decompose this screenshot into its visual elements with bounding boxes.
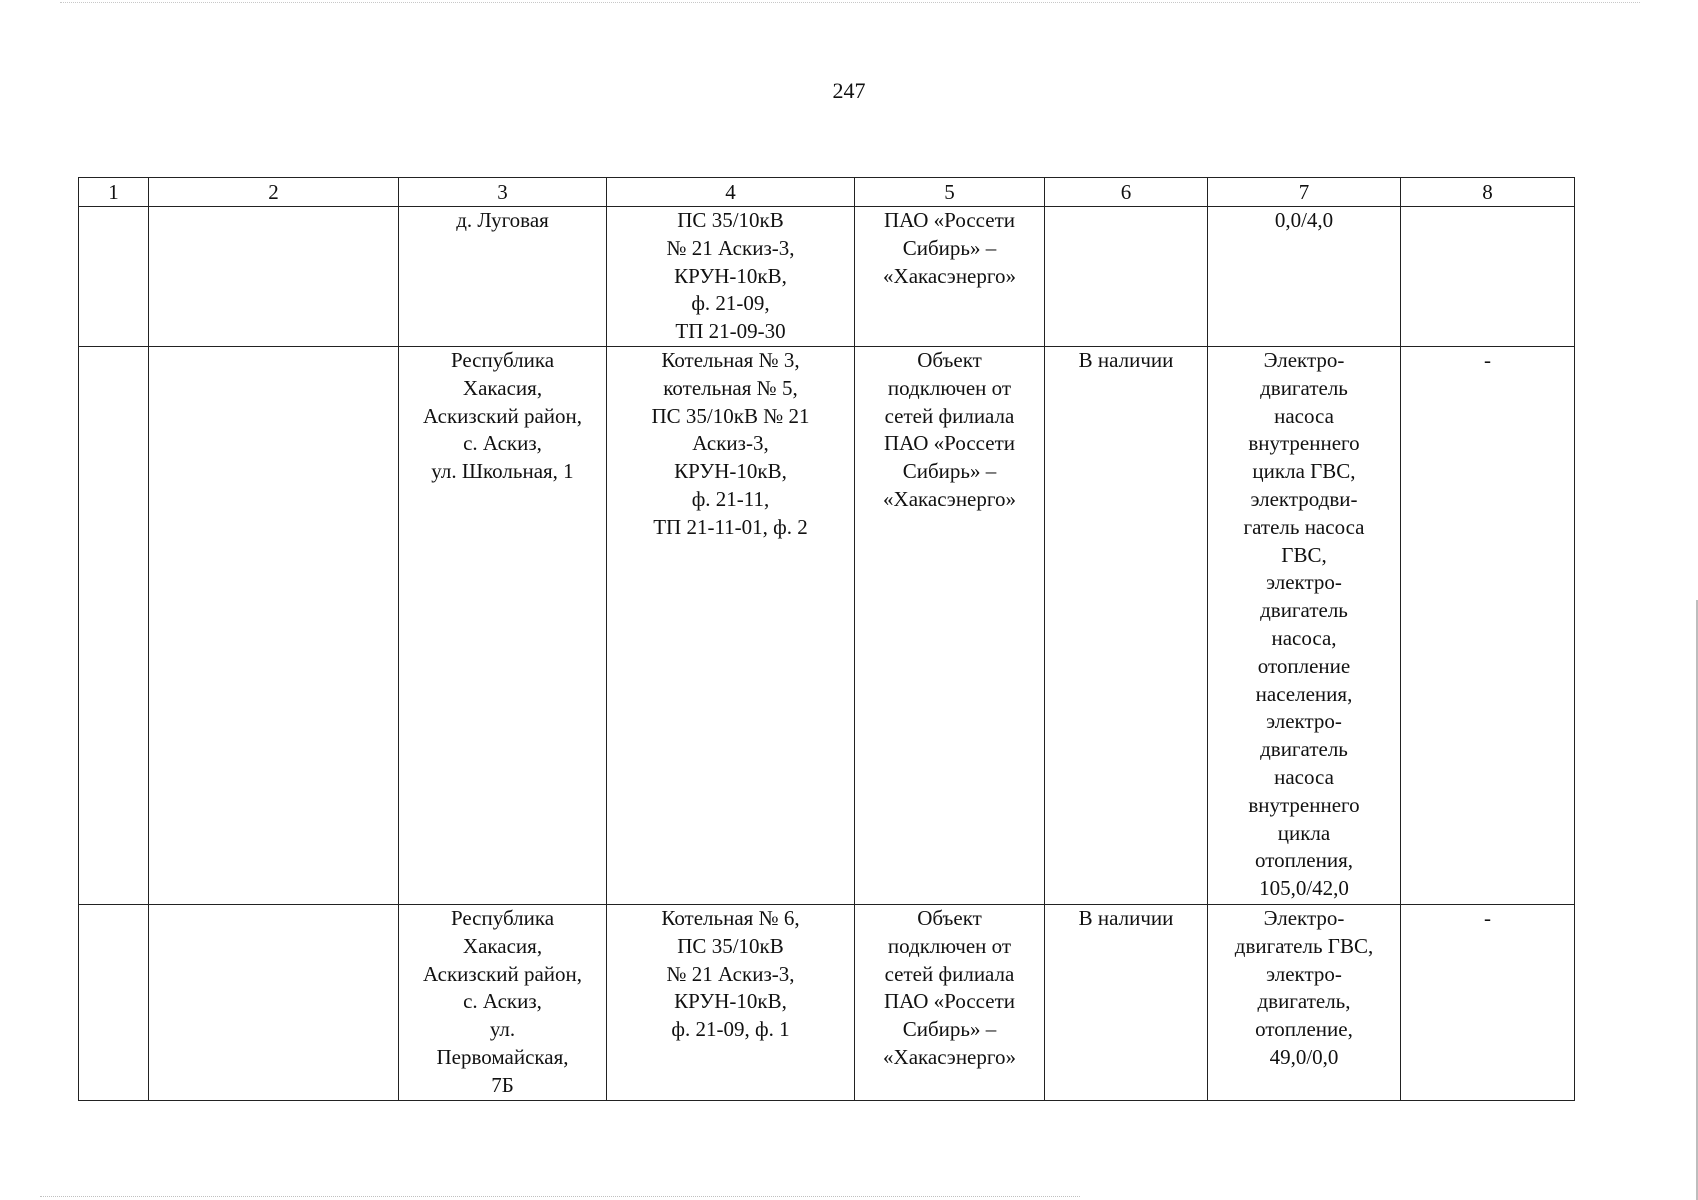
scan-noise-bottom [40, 1196, 1080, 1198]
cell-col-2 [149, 905, 399, 1101]
cell-text-line: цикла ГВС, [1252, 459, 1356, 484]
cell-text-line: Аскизский район, [423, 403, 582, 428]
cell-connection-point [607, 347, 855, 905]
cell-text-line: ПС 35/10кВ [677, 933, 784, 958]
cell-col-2 [149, 207, 399, 347]
cell-col-1 [79, 207, 149, 347]
cell-text-line: ПС 35/10кВ [677, 208, 784, 232]
cell-text-line: ТП 21-11-01, ф. 2 [653, 514, 808, 539]
cell-connection-point [607, 207, 855, 347]
cell-col-8 [1401, 347, 1575, 905]
cell-text-line: отопления, [1254, 848, 1354, 873]
document-table-wrapper [78, 177, 1574, 1101]
cell-col-2 [149, 347, 399, 905]
cell-text-line: подключен от [887, 375, 1012, 400]
cell-text-line: Хакасия, [462, 375, 543, 400]
cell-text-line: ул. [489, 1017, 516, 1042]
cell-col-1 [79, 347, 149, 905]
table-body [79, 207, 1575, 1101]
cell-text-line: с. Аскиз, [463, 431, 542, 456]
cell-text-line: Сибирь» – [902, 235, 997, 260]
cell-text-line: Первомайская, [436, 1044, 569, 1069]
cell-text-line: ф. 21-11, [691, 486, 770, 511]
cell-text-line: «Хакасэнерго» [883, 1044, 1016, 1069]
table-row [79, 207, 1575, 347]
cell-col-1 [79, 905, 149, 1101]
cell-load-description [1208, 207, 1401, 347]
cell-text-line: Республика [450, 348, 555, 372]
cell-text-line: насоса, [1271, 625, 1337, 650]
cell-text-line: внутреннего [1248, 431, 1360, 456]
column-header-3: 3 [399, 178, 607, 207]
cell-text-line: Сибирь» – [902, 1017, 997, 1042]
cell-text-line: Электро- [1263, 348, 1345, 372]
cell-load-description [1208, 347, 1401, 905]
cell-text-line: ПАО «Россети [883, 989, 1015, 1014]
cell-text-line: Объект [917, 906, 982, 930]
cell-text-line: - [1484, 906, 1491, 930]
cell-address [399, 207, 607, 347]
cell-text-line: населения, [1255, 681, 1353, 706]
cell-text-line: Котельная № 6, [661, 906, 800, 930]
cell-text-line: двигатель [1260, 598, 1348, 623]
cell-text-line: цикла [1277, 820, 1331, 845]
column-header-5: 5 [855, 178, 1045, 207]
cell-text-line: ГВС, [1281, 542, 1327, 567]
cell-text-line: КРУН-10кВ, [674, 459, 787, 484]
cell-text-line: № 21 Аскиз-3, [666, 961, 795, 986]
cell-text-line: ТП 21-09-30 [675, 319, 786, 344]
table-header-row [79, 178, 1575, 207]
cell-text-line: В наличии [1078, 906, 1174, 930]
page-number: 247 [832, 78, 866, 103]
cell-network-owner [855, 207, 1045, 347]
document-table [78, 177, 1575, 1101]
cell-text-line: 49,0/0,0 [1269, 1044, 1339, 1069]
column-header-4: 4 [607, 178, 855, 207]
cell-text-line: отопление [1257, 653, 1351, 678]
cell-text-line: сетей филиала [884, 403, 1015, 428]
cell-text-line: Сибирь» – [902, 459, 997, 484]
table-row [79, 905, 1575, 1101]
cell-text-line: электро- [1266, 570, 1342, 595]
cell-availability [1045, 207, 1208, 347]
cell-text-line: насоса [1274, 403, 1334, 428]
cell-text-line: двигатель [1260, 737, 1348, 762]
cell-text-line: ПАО «Россети [883, 208, 1015, 232]
cell-text-line: ф. 21-09, [691, 291, 770, 316]
cell-text-line: Хакасия, [462, 933, 543, 958]
cell-text-line: с. Аскиз, [463, 989, 542, 1014]
cell-address [399, 905, 607, 1101]
cell-text-line: Республика [450, 906, 555, 930]
column-header-6: 6 [1045, 178, 1208, 207]
cell-text-line: ПАО «Россети [883, 431, 1015, 456]
cell-text-line: Аскизский район, [423, 961, 582, 986]
cell-text-line: КРУН-10кВ, [674, 989, 787, 1014]
cell-text-line: двигатель [1260, 375, 1348, 400]
cell-text-line: двигатель, [1257, 989, 1351, 1014]
cell-text-line: ул. Школьная, 1 [431, 459, 574, 484]
cell-text-line: ПС 35/10кВ № 21 [651, 403, 810, 428]
cell-text-line: электро- [1266, 709, 1342, 734]
column-header-7: 7 [1208, 178, 1401, 207]
cell-text-line: Котельная № 3, [661, 348, 800, 372]
cell-text-line: В наличии [1078, 348, 1174, 372]
cell-col-8 [1401, 905, 1575, 1101]
cell-text-line: 105,0/42,0 [1259, 876, 1349, 901]
cell-text-line: ф. 21-09, ф. 1 [671, 1017, 790, 1042]
cell-col-8 [1401, 207, 1575, 347]
cell-text-line: «Хакасэнерго» [883, 263, 1016, 288]
cell-text-line: «Хакасэнерго» [883, 486, 1016, 511]
column-header-1: 1 [79, 178, 149, 207]
table-row [79, 347, 1575, 905]
scan-noise-top [60, 2, 1640, 4]
cell-availability [1045, 347, 1208, 905]
cell-text-line: электро- [1266, 961, 1342, 986]
cell-text-line: внутреннего [1248, 792, 1360, 817]
cell-text-line: Объект [917, 348, 982, 372]
cell-text-line: котельная № 5, [663, 375, 798, 400]
cell-text-line: КРУН-10кВ, [674, 263, 787, 288]
cell-text-line: Аскиз-3, [692, 431, 769, 456]
cell-text-line: № 21 Аскиз-3, [666, 235, 795, 260]
cell-availability [1045, 905, 1208, 1101]
cell-text-line: насоса [1274, 764, 1334, 789]
cell-text-line: двигатель ГВС, [1234, 933, 1374, 958]
cell-text-line: сетей филиала [884, 961, 1015, 986]
cell-text-line: гатель насоса [1243, 514, 1365, 539]
cell-text-line: отопление, [1255, 1017, 1353, 1042]
cell-network-owner [855, 347, 1045, 905]
cell-connection-point [607, 905, 855, 1101]
cell-text-line: подключен от [887, 933, 1012, 958]
cell-address [399, 347, 607, 905]
cell-text-line: Электро- [1263, 906, 1345, 930]
cell-text-line: - [1484, 348, 1491, 372]
cell-text-line: д. Луговая [456, 208, 549, 232]
cell-load-description [1208, 905, 1401, 1101]
cell-text-line: электродви- [1250, 486, 1358, 511]
cell-text-line: 0,0/4,0 [1274, 208, 1334, 232]
column-header-2: 2 [149, 178, 399, 207]
column-header-8: 8 [1401, 178, 1575, 207]
cell-text-line: 7Б [491, 1072, 514, 1097]
cell-network-owner [855, 905, 1045, 1101]
